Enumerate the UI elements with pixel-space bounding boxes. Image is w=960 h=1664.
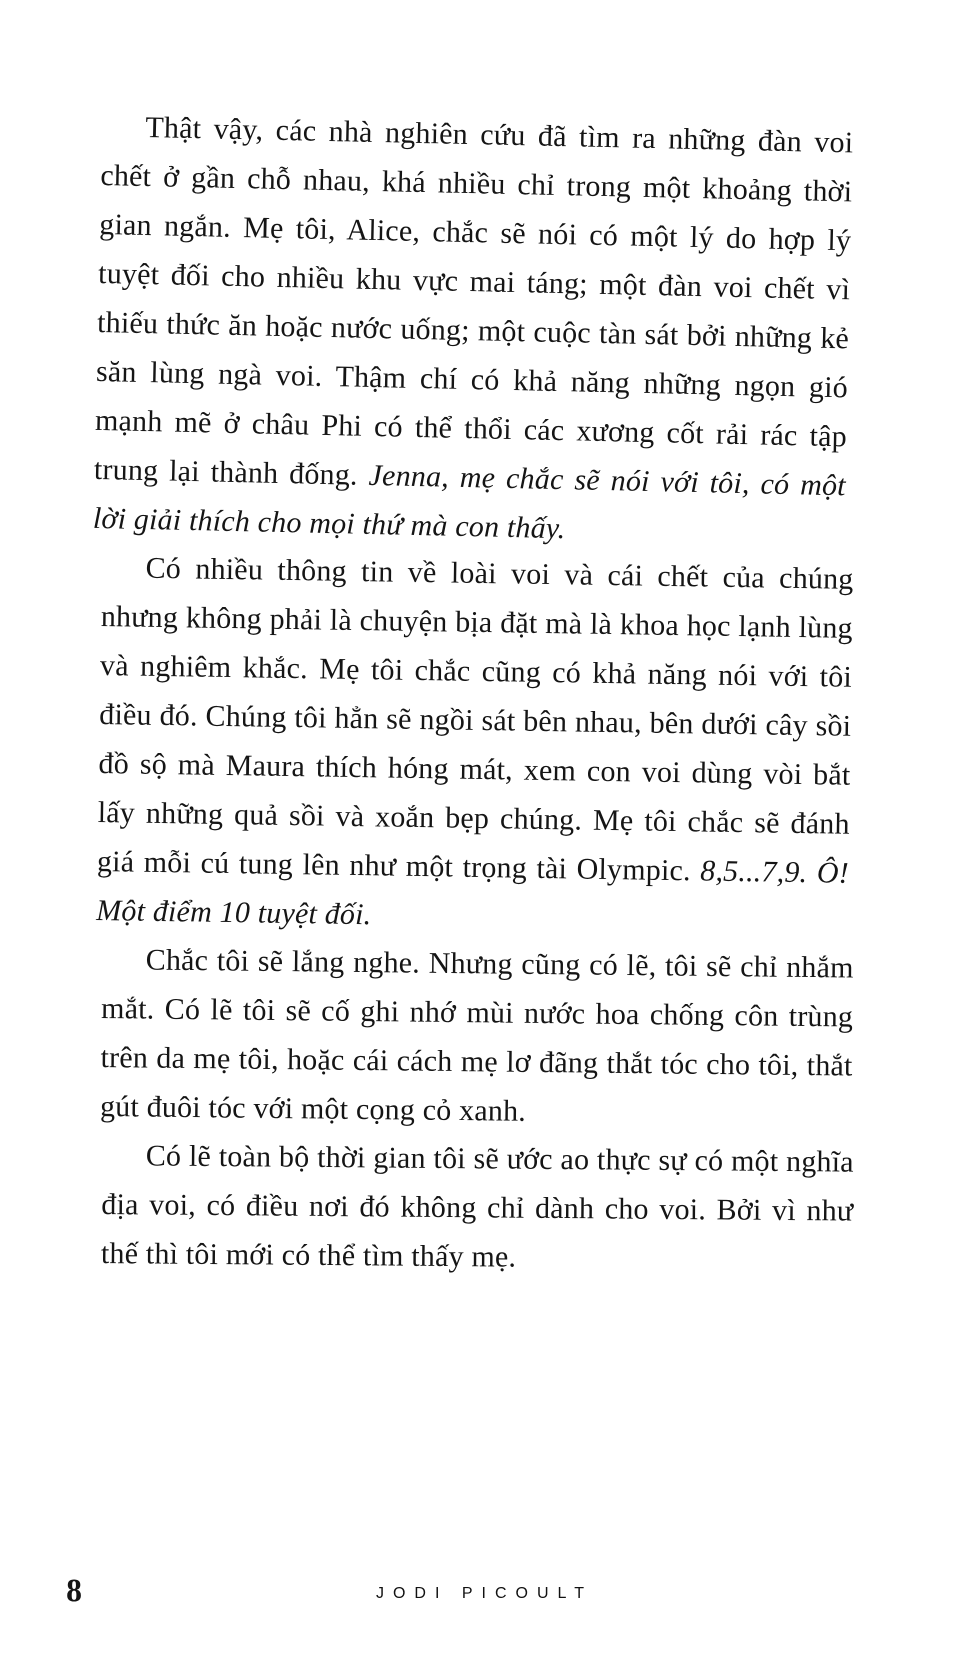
page-number: 8 xyxy=(66,1574,83,1608)
running-footer-author: JODI PICOULT xyxy=(375,1585,594,1602)
text-segment: Thật vậy, các nhà nghiên cứu đã tìm ra những đàn voi chết ở gần chỗ nhau, khá nhiều chỉ trong một khoảng thời gian ngắn. Mẹ tôi, Alice, chắc sẽ nói có một lý do hợp lý tuyệt đối cho nhiều khu vực mai táng; một đàn voi chết vì thiếu thức ăn hoặc nước uống; một cuộc tàn sát bởi những kẻ săn lùng ngà voi. Thậm chí có khả năng những ngọn gió mạnh mẽ ở châu Phi có thể thổi các xương cốt rải rác tập trung lại thành đống. xyxy=(93,110,854,492)
text-segment-italic: 8,5...7,9. Ô! Một điểm 10 tuyệt đối. xyxy=(95,854,850,932)
text-segment: Có lẽ toàn bộ thời gian tôi sẽ ước ao thực sự có một nghĩa địa voi, có điều nơi đó không chỉ dành cho voi. Bởi vì như thế thì tôi mới có thể tìm thấy mẹ. xyxy=(100,1139,854,1274)
paragraph xyxy=(100,935,854,1140)
paragraph xyxy=(101,1131,854,1285)
page-body-text xyxy=(92,102,854,1278)
paragraph xyxy=(92,102,853,559)
paragraph xyxy=(96,543,854,947)
text-segment-italic: Jenna, mẹ chắc sẽ nói với tôi, có một lời giải thích cho mọi thứ mà con thấy. xyxy=(92,458,847,546)
text-segment: Có nhiều thông tin về loài voi và cái chết của chúng nhưng không phải là chuyện bịa đặt mà là khoa học lạnh lùng và nghiêm khắc. Mẹ tôi chắc cũng có khả năng nói với tôi điều đó. Chúng tôi hẳn sẽ ngồi sát bên nhau, bên dưới cây sồi đồ sộ mà Maura thích hóng mát, xem con voi dùng vòi bắt lấy những quả sồi và xoắn bẹp chúng. Mẹ tôi chắc sẽ đánh giá mỗi cú tung lên như một trọng tài Olympic. xyxy=(96,551,854,888)
text-segment: Chắc tôi sẽ lắng nghe. Nhưng cũng có lẽ, tôi sẽ chỉ nhắm mắt. Có lẽ tôi sẽ cố ghi nhớ mùi nước hoa chống côn trùng trên da mẹ tôi, hoặc cái cách mẹ lơ đãng thắt tóc cho tôi, thắt gút đuôi tóc với một cọng cỏ xanh. xyxy=(99,943,854,1128)
